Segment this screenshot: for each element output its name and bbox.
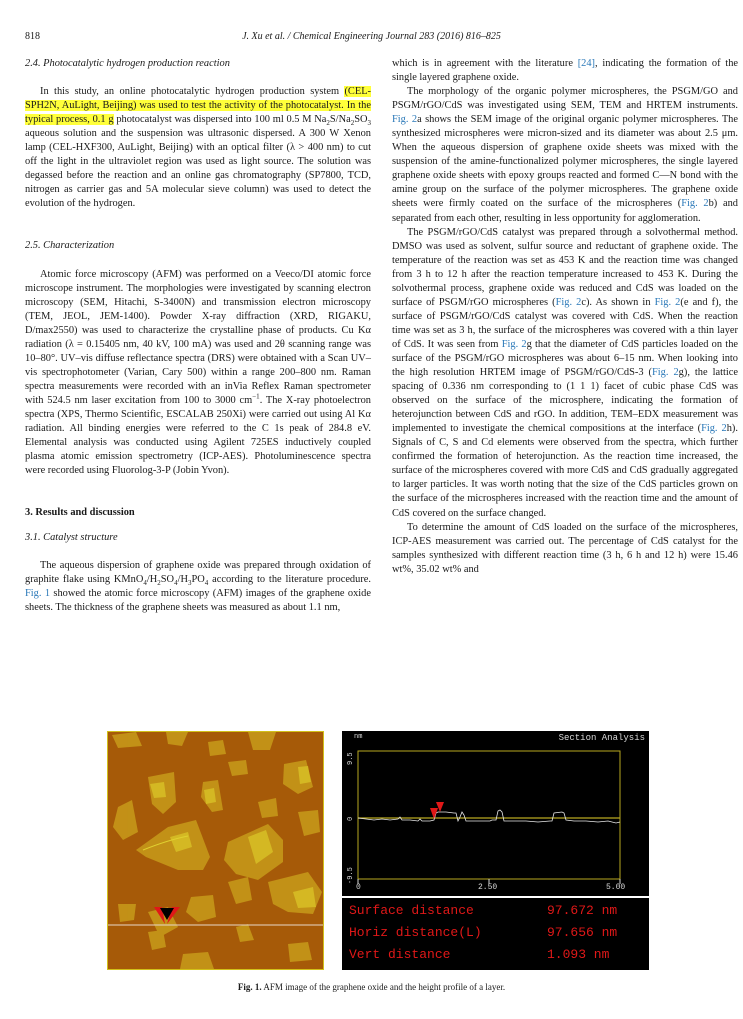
y-tick-top: 9.5 <box>347 752 355 765</box>
x-tick-5-00: 5.00 <box>606 883 626 892</box>
page-number: 818 <box>25 31 40 42</box>
paragraph-catalyst-structure: The aqueous dispersion of graphene oxide was prepared through oxidation of graphite flake using $KMnO_4/H_2SO_4/H_3PO_4$ according to the literature procedure. Fig. 1 showed the atomic force microscopy (AFM) images of the graphene oxide sheets. The thickness of the graphene sheets was measured as about 1.1 nm, <box>25 560 371 614</box>
section-heading-3: 3. Results and discussion <box>25 507 135 519</box>
highlighted-text[interactable]: (CEL-SPH2N, AuLight, Beijing) was used to test the activity of the photocatalyst. In the typical process, 0.1 g <box>25 86 371 126</box>
paragraph-characterization: Atomic force microscopy (AFM) was performed on a Veeco/DI atomic force microscope instrument. The morphologies were investigated by scanning electron microscopy (SEM, Hitachi, S-3400N) and transmission electron microscopy (TEM, JEOL, JEM-1400). Powder X-ray diffraction (XRD, RIGAKU, D/max2550) was used to characterize the crystalline phase of products. Cu Kα radiation (λ = 0.15405 nm, 40 kV, 100 mA) was used and 2θ scanning range was 10–80°. UV–vis diffuse reflectance spectra (DRS) were obtained with a Scan UV–vis spectrophotometer (Varian, Cary 500) within a range 200–800 nm. Raman spectra measurements were recorded with an inVia Reflex Raman spectrometer with 524.5 nm laser excitation from 100 to 3000 $cm^{-1}$. The X-ray photoelectron spectra (XPS, Thermo Scientific, ESCALAB 250Xi) were carried out using Al Kα radiation. All binding energies were referred to the C 1s peak of 284.8 eV. Elemental analysis was conducted using Agilent 725ES inductively coupled plasma atomic emission spectrometry (ICP-AES). Photoluminescence spectra were recorded using Fluorolog-3-P (Jobin Yvon). <box>25 268 372 477</box>
paragraph-morphology: The morphology of the organic polymer microspheres, the PSGM/GO and PSGM/rGO/CdS was investigated using SEM, TEM and HRTEM instruments. Fig. 2a shows the SEM image of the original organic polymer microspheres. The synthesized microspheres were micron-sized and its diameter was about 2.5 μm. When the aqueous dispersion of graphene oxide sheets was mixed with the suspension of the amine-functionalized polymer microspheres, the single layered graphene oxide sheets with epoxy groups reacted and formed C—N bond with the amine group on the surface of the polymer microspheres. The graphene oxide sheets were firmly coated on the surface of the microspheres (Fig. 2b) and separated from each other, resulting in less opportunity for agglomeration. <box>392 86 738 224</box>
section-heading-3-1: 3.1. Catalyst structure <box>25 532 118 544</box>
figure-caption <box>0 982 743 992</box>
section-analysis-panel <box>342 731 649 896</box>
figure-2-link[interactable]: Fig. 2 <box>501 338 527 350</box>
figure-1-link[interactable]: Fig. 1 <box>25 588 51 600</box>
height-profile-plot <box>342 731 649 896</box>
journal-citation: J. Xu et al. / Chemical Engineering Journal 283 (2016) 816–825 <box>242 31 501 42</box>
figure-2-link[interactable]: Fig. 2 <box>654 296 681 308</box>
x-tick-0: 0 <box>356 883 361 892</box>
profile-cursor-icon <box>430 802 444 819</box>
measurement-row-horizontal: Horiz distance(L) 97.656 nm <box>349 925 618 940</box>
right-column <box>392 57 738 577</box>
page-header <box>25 31 718 45</box>
y-axis-unit: nm <box>354 733 363 741</box>
caption-text: AFM image of the graphene oxide and the height profile of a layer. <box>261 982 506 992</box>
figure-2-link[interactable]: Fig. 2 <box>681 198 709 210</box>
figure-2-link[interactable]: Fig. 2 <box>555 296 582 308</box>
x-tick-2-50: 2.50 <box>478 883 498 892</box>
measurement-panel <box>342 898 649 970</box>
section-heading-2-5: 2.5. Characterization <box>25 240 115 252</box>
y-tick-bottom: -9.5 <box>347 867 355 884</box>
afm-image <box>107 731 324 970</box>
figure-2-link[interactable]: Fig. 2 <box>701 423 727 435</box>
afm-micrograph-graphic <box>108 732 323 969</box>
citation-24-link[interactable]: [24] <box>577 58 596 69</box>
caption-label: Fig. 1. <box>237 982 262 992</box>
figure-2-link[interactable]: Fig. 2 <box>652 367 679 379</box>
left-column <box>25 57 371 616</box>
section-heading-2-4: 2.4. Photocatalytic hydrogen production reaction <box>25 58 230 69</box>
figure-2-link[interactable]: Fig. 2 <box>392 114 418 126</box>
paragraph-photocatalytic-setup: In this study, an online photocatalytic hydrogen production system (CEL-SPH2N, AuLight, Beijing) was used to test the activity of the photocatalyst. In the typical process, 0.1 g photocatalyst was dispersed into 100 ml 0.5 M $Na_2S/Na_2SO_3$ aqueous solution and the suspension was ultrasonic dispersed. A 300 W Xenon lamp (CEL-HXF300, AuLight, Beijing) with an optical filter (λ > 400 nm) to cut off the light in the ultraviolet region was used as light source. The solution was degassed before the reaction and an online gas chromatography (SP7800, TCD, nitrogen as carrier gas and 5A molecular sieve column) was used to detect the evolution of the hydrogen. <box>25 86 371 210</box>
section-analysis-title: Section Analysis <box>558 733 645 743</box>
y-tick-mid: 0 <box>347 816 355 821</box>
paragraph-icp-aes: To determine the amount of CdS loaded on the surface of the microspheres, ICP-AES measurement was carried out. The percentage of CdS catalyst for the samples synthesized with different reaction time (3 h, 6 h and 12 h) were 15.46 wt%, 35.02 wt% and <box>392 521 738 575</box>
paragraph-solvothermal: The PSGM/rGO/CdS catalyst was prepared through a solvothermal method. DMSO was used as solvent, sulfur source and reductant of graphene oxide. The temperature of the reaction was set as 453 K and the reaction time was changed from 3 h to 12 h after the reaction temperature increased to 453 K. During the solvothermal process, graphene oxide was reduced and CdS was loaded on the surface of PSGM/rGO microspheres (Fig. 2c). As shown in Fig. 2(e and f), the surface of PSGM/rGO/CdS catalyst was covered with CdS. When the reaction time was set as 3 h, the surface of the microspheres was covered with a thin layer of CdS. It was seen from Fig. 2g that the diameter of CdS particles loaded on the surface of the PSGM/rGO microspheres was about 6–15 nm. When looking into the high resolution HRTEM image of PSGM/rGO/CdS-3 (Fig. 2g), the lattice spacing of 0.336 nm corresponding to (1 1 1) facet of cubic phase CdS was observed on the surface of the microsphere, indicating the formation of heterojunction between CdS and rGO. In addition, TEM–EDX measurement was implemented to investigate the chemical compositions at the interface (Fig. 2h). Signals of C, S and Cd elements were observed from the spectra, which further confirmed the formation of heterojunction. As the reaction time increased, the surface of the microspheres covered with more CdS and CdS gradually aggregated to larger particles. It was worth noting that the size of the CdS particles grown on the surface of the microspheres increased with the reaction time and the amount of CdS covered on the surface changed. <box>392 226 738 519</box>
measurement-row-vertical: Vert distance 1.093 nm <box>349 947 610 962</box>
measurement-row-surface: Surface distance 97.672 nm <box>349 903 618 918</box>
paragraph-continuation: which is in agreement with the literature [24], indicating the formation of the single layered graphene oxide. <box>392 58 739 84</box>
